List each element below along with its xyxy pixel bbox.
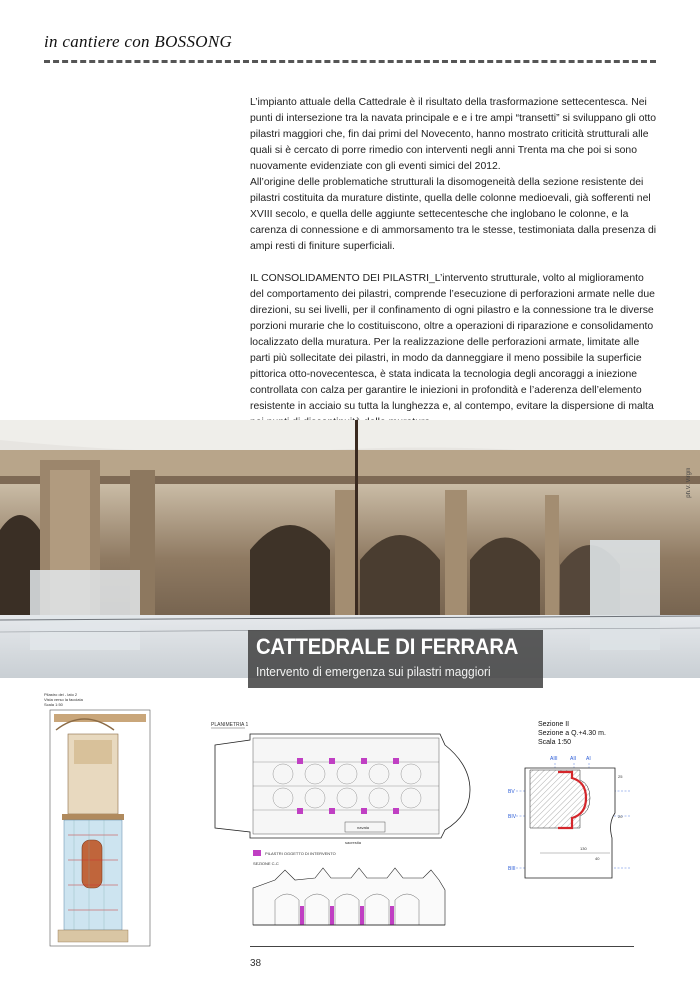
section-title-1: Sezione II xyxy=(538,721,570,728)
legend-text: PILASTRI OGGETTO DI INTERVENTO xyxy=(265,851,336,856)
photo-credit: ph.V. Virgili xyxy=(686,468,692,498)
article-subtitle: Intervento di emergenza sui pilastri maggiori xyxy=(256,664,491,679)
page-number: 38 xyxy=(250,958,262,969)
header-dashed-rule xyxy=(44,60,656,63)
section-label: SEZIONE C-C xyxy=(253,861,279,866)
title-banner xyxy=(248,630,543,688)
section-title-2: Sezione a Q.+4.30 m. xyxy=(538,730,606,737)
axis-label-aiii: AIII xyxy=(550,756,558,762)
plan-tag-1: navata xyxy=(357,825,370,830)
axis-label-aii: AII xyxy=(570,756,577,762)
section-title-3: Scala 1:50 xyxy=(538,739,572,746)
running-header: in cantiere con BOSSONG xyxy=(44,32,233,51)
paragraph-3: IL CONSOLIDAMENTO DEI PILASTRI_L’intervento strutturale, volto al miglioramento del comportamento dei pilastri, comprende l’esecuzione di perforazioni armate nelle due direzioni, su sei livelli, per il confinamento di ogni pilastro e la connessione tra le diverse porzioni murarie che lo costituiscono, oltre a operazioni di riparazione e consolidamento localizzato della muratura. Per la realizzazione delle perforazioni armate, limitate alle parti più sollecitate dei pilastri, in modo da danneggiare il meno possibile la superficie pittorica otto-novecentesca, è stata indicata la tecnologia degli ancoraggi a iniezione controllata con calza per garantire le iniezioni in profondità e l’aderenza dell’elemento resistente in acciaio su tutta la lunghezza e, al contempo, evitare la dispersione di malta xyxy=(250,273,655,412)
plan-label: PLANIMETRIA 1 xyxy=(211,722,249,728)
axis-label-ai: AI xyxy=(586,756,591,762)
article-body xyxy=(250,95,660,431)
legend-swatch xyxy=(253,850,261,856)
elevation-caption-1: Pilastro dei - lato 2 xyxy=(44,692,78,697)
paragraph-1: L’impianto attuale della Cattedrale è il risultato della trasformazione settecentesca. Nei punti di intersezione tra la navata principale e e i tre ampi “transetti” si sviluppano gli otto pilastri maggiori che, fin dai primi del Novecento, hanno mostrato criticità strutturali alle quali si è cercato di porre rimedio con interventi negli anni Trenta ma che poi si sono nuovamente evidenziate con gli eventi simici del 2012. xyxy=(250,97,657,172)
pillar-cross-section-drawing xyxy=(500,718,645,883)
article-title: CATTEDRALE DI FERRARA xyxy=(256,634,519,659)
axis-label-bv: BV xyxy=(508,789,515,795)
paragraph-2: All’origine delle problematiche strutturali la disomogeneità della sezione resistente dei pilastri costituita da murature distinte, quella delle colonne medioevali, già sofferenti nel XVIII secolo, e quella delle aggiunte settecentesche che inglobano le colonne, e la carenza di connessione e di ammorsamento tra le stesse, testimoniata dalla presenza di ampi resti di finiture superficiali. xyxy=(250,177,657,252)
axis-label-biii: BIII xyxy=(508,866,516,872)
axis-label-biv: BIV xyxy=(508,814,517,820)
dimension-label-130: 130 xyxy=(580,846,587,851)
plan-tag-2: sacrestia xyxy=(345,840,362,845)
dimension-label-40: 40 xyxy=(595,856,600,861)
dimension-label-20: 20 xyxy=(618,814,623,819)
elevation-caption-3: Scala 1:50 xyxy=(44,702,63,707)
plan-and-section-drawing xyxy=(205,720,475,935)
dimension-label-25: 25 xyxy=(618,774,623,779)
footer-rule xyxy=(250,946,634,947)
elevation-caption-2: Vista verso la facciata xyxy=(44,697,83,702)
pillar-elevation-drawing xyxy=(44,690,154,950)
